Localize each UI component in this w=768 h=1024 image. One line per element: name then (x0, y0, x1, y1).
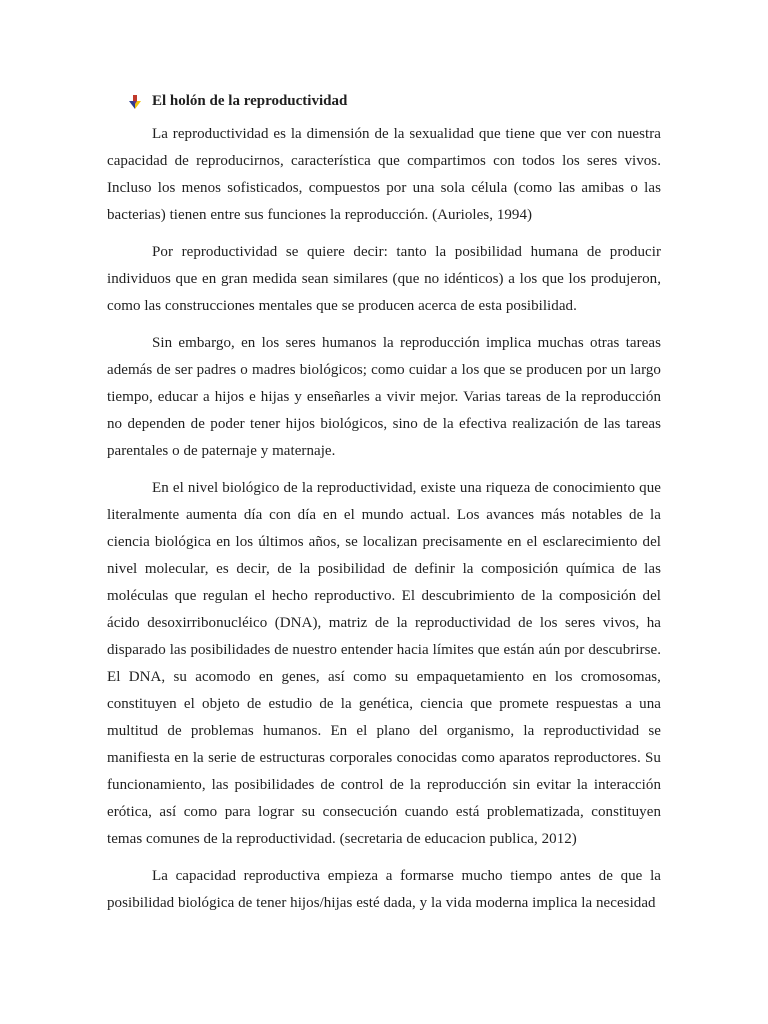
section-heading-text: El holón de la reproductividad (152, 93, 348, 109)
paragraph-1: La reproductividad es la dimensión de la sexualidad que tiene que ver con nuestra capacidad de reproducirnos, característica que compartimos con todos los seres vivos. Incluso los menos sofisticados, compuestos por una sola célula (como las amibas o las bacterias) tienen entre sus funciones la reproducción. (Aurioles, 1994) (107, 126, 661, 223)
document-body (107, 88, 661, 927)
paragraph-2: Por reproductividad se quiere decir: tanto la posibilidad humana de producir individuos que en gran medida sean similares (que no idénticos) a los que los produjeron, como las construcciones mentales que se producen acerca de esta posibilidad. (107, 244, 661, 314)
paragraph-5: La capacidad reproductiva empieza a formarse mucho tiempo antes de que la posibilidad biológica de tener hijos/hijas esté dada, y la vida moderna implica la necesidad (107, 868, 661, 911)
colored-arrow-bullet-icon (129, 95, 141, 109)
paragraph-3: Sin embargo, en los seres humanos la reproducción implica muchas otras tareas además de ser padres o madres biológicos; como cuidar a los que se producen por un largo tiempo, educar a hijos e hijas y enseñarles a vivir mejor. Varias tareas de la reproducción no dependen de poder tener hijos biológicos, sino de la efectiva realización de las tareas parentales o de paternaje y maternaje. (107, 335, 661, 459)
section-heading (107, 88, 661, 115)
paragraph-4: En el nivel biológico de la reproductividad, existe una riqueza de conocimiento que literalmente aumenta día con día en el mundo actual. Los avances más notables de la ciencia biológica en los últimos años, se localizan precisamente en el esclarecimiento del nivel molecular, es decir, de la posibilidad de definir la composición química de las moléculas que regulan el hecho reproductivo. El descubrimiento de la composición del ácido desoxirribonucléico (DNA), matriz de la reproductividad de los seres vivos, ha disparado las posibilidades de nuestro entender hacia límites que están aún por descubrirse. El DNA, su acomodo en genes, así como su empaquetamiento en los cromosomas, constituyen el objeto de estudio de la genética, ciencia que promete respuestas a una multitud de problemas humanos. En el plano del organismo, la reproductividad se manifiesta en la serie de estructuras corporales conocidas como aparatos reproductores. Su funcionamiento, las posibilidades de control de la reproducción sin evitar la interacción erótica, así como para lograr su consecución cuando está problematizada, constituyen temas comunes de la reproductividad. (secretaria de educacion publica, 2012) (107, 480, 661, 847)
